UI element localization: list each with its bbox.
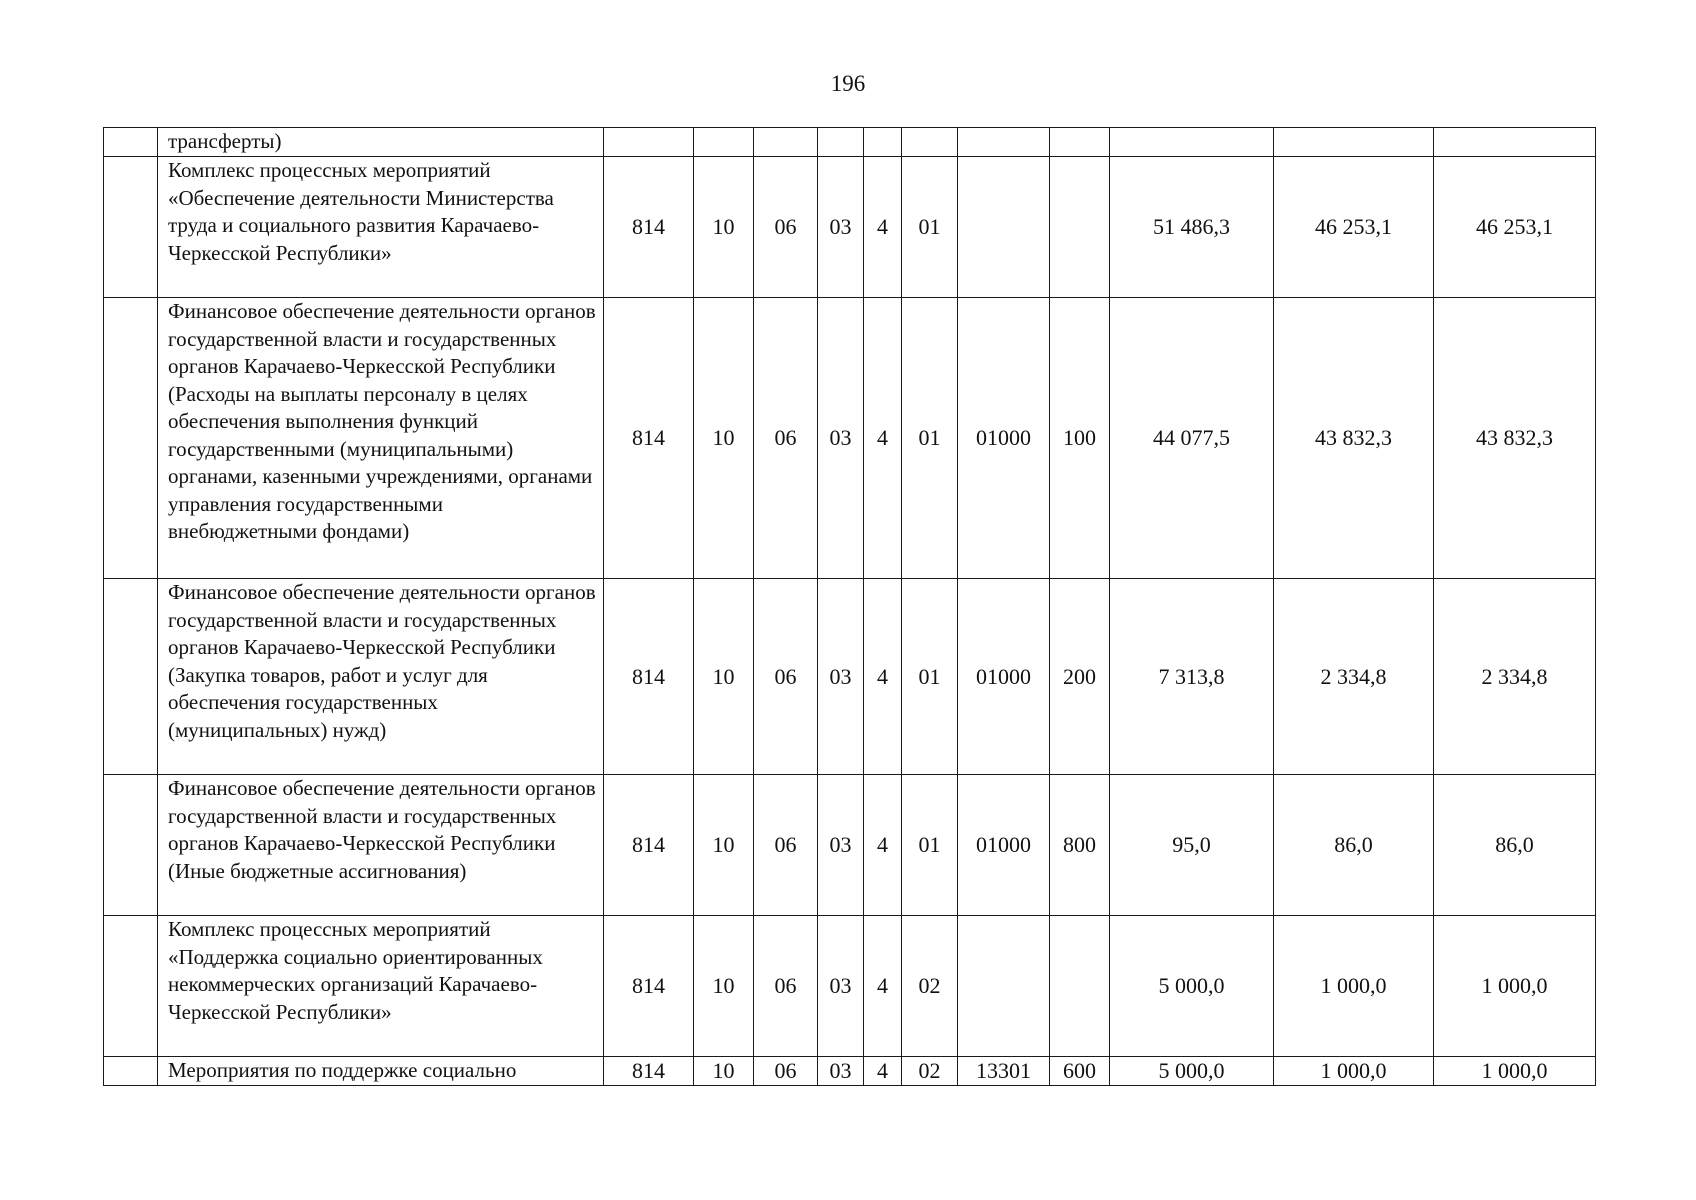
type-code-cell: 4 (864, 775, 902, 916)
amount-year-1-cell (1110, 128, 1274, 157)
amount-year-3-cell: 2 334,8 (1434, 579, 1596, 775)
amount-year-1-cell: 51 486,3 (1110, 157, 1274, 298)
row-name-cell: Комплекс процессных мероприятий «Поддержка социально ориентированных некоммерческих организаций Карачаево-Черкесской Республики» (158, 916, 604, 1057)
expense-type-code-cell: 100 (1050, 298, 1110, 579)
direction-code-cell: 01000 (958, 579, 1050, 775)
direction-code-cell: 01000 (958, 775, 1050, 916)
section-code-cell: 10 (694, 775, 754, 916)
program-code-cell: 03 (818, 579, 864, 775)
section-code-cell: 10 (694, 579, 754, 775)
type-code-cell: 4 (864, 157, 902, 298)
subprogram-code-cell: 02 (902, 916, 958, 1057)
row-name-cell: трансферты) (158, 128, 604, 157)
amount-year-1-cell: 95,0 (1110, 775, 1274, 916)
budget-table (103, 127, 1596, 1086)
direction-code-cell: 01000 (958, 298, 1050, 579)
amount-year-3-cell: 46 253,1 (1434, 157, 1596, 298)
table-row (104, 579, 1596, 775)
subprogram-code-cell: 02 (902, 1057, 958, 1086)
amount-year-1-cell: 7 313,8 (1110, 579, 1274, 775)
amount-year-2-cell: 86,0 (1274, 775, 1434, 916)
ministry-code-cell: 814 (604, 775, 694, 916)
subsection-code-cell: 06 (754, 916, 818, 1057)
table-row (104, 298, 1596, 579)
program-code-cell: 03 (818, 298, 864, 579)
amount-year-2-cell: 43 832,3 (1274, 298, 1434, 579)
direction-code-cell (958, 916, 1050, 1057)
section-code-cell: 10 (694, 298, 754, 579)
amount-year-1-cell: 5 000,0 (1110, 916, 1274, 1057)
table-row (104, 916, 1596, 1057)
section-code-cell: 10 (694, 1057, 754, 1086)
direction-code-cell (958, 128, 1050, 157)
row-blank-cell (104, 298, 158, 579)
ministry-code-cell: 814 (604, 298, 694, 579)
subsection-code-cell: 06 (754, 775, 818, 916)
expense-type-code-cell: 200 (1050, 579, 1110, 775)
ministry-code-cell: 814 (604, 1057, 694, 1086)
direction-code-cell: 13301 (958, 1057, 1050, 1086)
expense-type-code-cell: 600 (1050, 1057, 1110, 1086)
table-row (104, 775, 1596, 916)
ministry-code-cell: 814 (604, 916, 694, 1057)
row-blank-cell (104, 1057, 158, 1086)
ministry-code-cell: 814 (604, 579, 694, 775)
expense-type-code-cell (1050, 916, 1110, 1057)
subsection-code-cell: 06 (754, 579, 818, 775)
row-name-cell: Финансовое обеспечение деятельности органов государственной власти и государственных органов Карачаево-Черкесской Республики (Иные бюджетные ассигнования) (158, 775, 604, 916)
amount-year-2-cell (1274, 128, 1434, 157)
amount-year-2-cell: 46 253,1 (1274, 157, 1434, 298)
type-code-cell: 4 (864, 579, 902, 775)
subsection-code-cell: 06 (754, 1057, 818, 1086)
page-number: 196 (830, 71, 866, 96)
expense-type-code-cell (1050, 128, 1110, 157)
row-name-cell: Мероприятия по поддержке социально (158, 1057, 604, 1086)
subprogram-code-cell: 01 (902, 579, 958, 775)
amount-year-3-cell: 1 000,0 (1434, 1057, 1596, 1086)
expense-type-code-cell: 800 (1050, 775, 1110, 916)
amount-year-2-cell: 1 000,0 (1274, 1057, 1434, 1086)
row-name-cell: Финансовое обеспечение деятельности органов государственной власти и государственных органов Карачаево-Черкесской Республики (Расходы на выплаты персоналу в целях обеспечения выполнения функций государственными (муниципальными) органами, казенными учреждениями, органами управления государственными внебюджетными фондами) (158, 298, 604, 579)
type-code-cell: 4 (864, 1057, 902, 1086)
type-code-cell: 4 (864, 298, 902, 579)
amount-year-3-cell: 43 832,3 (1434, 298, 1596, 579)
table-row (104, 157, 1596, 298)
type-code-cell (864, 128, 902, 157)
subprogram-code-cell: 01 (902, 157, 958, 298)
subprogram-code-cell: 01 (902, 775, 958, 916)
table-row (104, 1057, 1596, 1086)
program-code-cell (818, 128, 864, 157)
amount-year-2-cell: 2 334,8 (1274, 579, 1434, 775)
amount-year-1-cell: 5 000,0 (1110, 1057, 1274, 1086)
section-code-cell: 10 (694, 157, 754, 298)
program-code-cell: 03 (818, 157, 864, 298)
table-row (104, 128, 1596, 157)
subprogram-code-cell: 01 (902, 298, 958, 579)
row-blank-cell (104, 157, 158, 298)
amount-year-1-cell: 44 077,5 (1110, 298, 1274, 579)
row-blank-cell (104, 775, 158, 916)
ministry-code-cell (604, 128, 694, 157)
amount-year-3-cell: 86,0 (1434, 775, 1596, 916)
section-code-cell (694, 128, 754, 157)
subsection-code-cell: 06 (754, 157, 818, 298)
type-code-cell: 4 (864, 916, 902, 1057)
program-code-cell: 03 (818, 775, 864, 916)
subprogram-code-cell (902, 128, 958, 157)
subsection-code-cell: 06 (754, 298, 818, 579)
row-name-cell: Комплекс процессных мероприятий «Обеспечение деятельности Министерства труда и социального развития Карачаево-Черкесской Республики» (158, 157, 604, 298)
program-code-cell: 03 (818, 1057, 864, 1086)
subsection-code-cell (754, 128, 818, 157)
amount-year-3-cell: 1 000,0 (1434, 916, 1596, 1057)
row-blank-cell (104, 128, 158, 157)
ministry-code-cell: 814 (604, 157, 694, 298)
row-blank-cell (104, 579, 158, 775)
direction-code-cell (958, 157, 1050, 298)
program-code-cell: 03 (818, 916, 864, 1057)
section-code-cell: 10 (694, 916, 754, 1057)
table-body (104, 128, 1596, 1086)
row-blank-cell (104, 916, 158, 1057)
amount-year-3-cell (1434, 128, 1596, 157)
row-name-cell: Финансовое обеспечение деятельности органов государственной власти и государственных органов Карачаево-Черкесской Республики (Закупка товаров, работ и услуг для обеспечения государственных (муниципальных) нужд) (158, 579, 604, 775)
amount-year-2-cell: 1 000,0 (1274, 916, 1434, 1057)
expense-type-code-cell (1050, 157, 1110, 298)
